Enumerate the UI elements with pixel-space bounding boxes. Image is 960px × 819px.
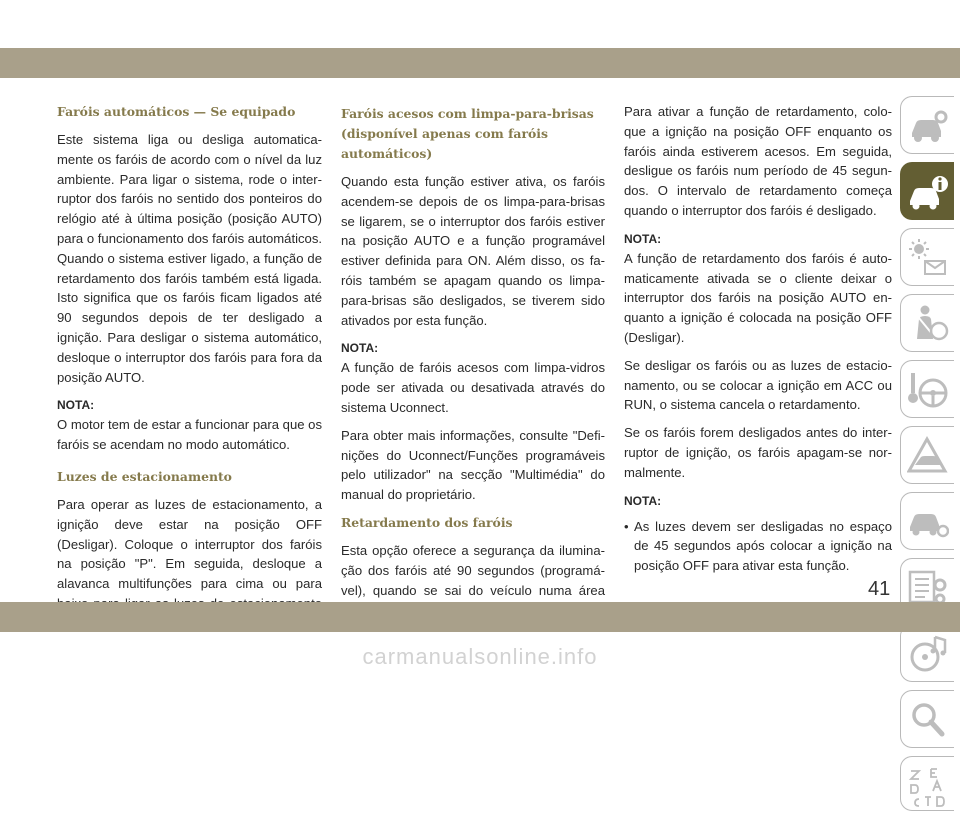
paragraph: Quando esta função estiver ativa, os faróis acendem-se depois de os limpa-para-brisas se ligarem, se o interruptor dos faróis estiver na posição AUTO e a função programável estiver definida para ON. Além disso, os faróis também se apagam quando os limpa-para-brisas são desligados, se tiverem sido ativados por esta função. (341, 174, 605, 328)
heading-headlight-delay: Retardamento dos faróis (341, 514, 513, 530)
watermark: carmanualsonline.info (362, 644, 598, 669)
heading-parking-lights: Luzes de estacionamento (57, 468, 232, 484)
tab-warning-lights[interactable] (900, 228, 954, 286)
column-2 (341, 102, 605, 628)
section-tabs (900, 96, 960, 819)
bullet-item (624, 517, 892, 576)
top-band (0, 48, 960, 78)
tab-car-service[interactable] (900, 492, 954, 550)
search-icon (907, 699, 949, 741)
paragraph: Se desligar os faróis ou as luzes de estacionamento, ou se colocar a ignição em ACC ou RUN, o sistema cancela o retardamento. (624, 357, 892, 413)
paragraph: Para operar as luzes de estacionamento, a ignição deve estar na posição OFF (Desligar). Coloque o interruptor dos faróis na posição "P". Em seguida, desloque a alavanca multifunções para cima ou para (57, 496, 322, 592)
heading-headlights-with-wipers: Faróis acesos com limpa-para-brisas (disponível apenas com faróis automáticos) (341, 106, 594, 161)
car-info-icon (907, 171, 949, 213)
index-icon (907, 765, 949, 807)
tab-airbag-seatbelt[interactable] (900, 294, 954, 352)
car-key-icon (907, 105, 949, 147)
steering-wheel-icon (907, 369, 949, 411)
tab-warning-triangle[interactable] (900, 426, 954, 484)
bottom-band (0, 602, 960, 632)
column-1 (57, 102, 322, 642)
warning-lights-icon (907, 237, 949, 279)
note-label: NOTA: (57, 398, 95, 413)
paragraph: Se os faróis forem desligados antes do interruptor de ignição, os faróis apagam-se normalmente. (624, 425, 892, 480)
note-label: NOTA: (624, 231, 662, 246)
heading-automatic-headlights: Faróis automáticos — Se equipado (57, 104, 296, 119)
note-text: A função de faróis acesos com limpa-vidros pode ser ativada ou desativada através do sistema Uconnect. (341, 360, 605, 415)
car-service-icon (907, 501, 949, 543)
paragraph: Esta opção oferece a segurança da iluminação dos faróis até 90 segundos (programável), quando se sai do veículo numa área (341, 542, 605, 598)
tab-index[interactable] (900, 756, 954, 811)
page-number: 41 (868, 578, 891, 600)
warning-triangle-icon (907, 435, 949, 477)
tab-search[interactable] (900, 690, 954, 748)
airbag-seatbelt-icon (907, 303, 949, 345)
tab-car-info[interactable] (900, 162, 954, 220)
paragraph: Para ativar a função de retardamento, coloque a ignição na posição OFF enquanto os faróis ainda estiverem acesos. Em seguida, desligue os faróis num período de 45 segundos. O intervalo de retardamento começa quando o interruptor dos faróis é desligado. (624, 104, 892, 218)
paragraph: Este sistema liga ou desliga automaticamente os faróis de acordo com o nível da luz ambiente. Para ligar o sistema, rode o interruptor dos faróis no sentido dos ponteiros do relógio até à última posição (posição AUTO) para o funcionamento dos faróis automáticos. Quando o sistema estiver ligado, a função de retardamento dos faróis também está ligada. Isto significa que os faróis ficam ligados até 90 segundos depois de ter desligado a ignição. Para desligar o sistema automático, desloque o interruptor dos faróis para fora da posição AUTO. (57, 132, 322, 385)
column-3 (624, 102, 892, 576)
note-label: NOTA: (624, 493, 662, 508)
note-text: A função de retardamento dos faróis é automaticamente ativada se o cliente deixar o interruptor dos faróis na posição AUTO enquanto a ignição é colocada na posição OFF (Desligar). (624, 250, 892, 345)
paragraph: Para obter mais informações, consulte "Definições do Uconnect/Funções programáveis pelo utilizador" na secção "Multimédia" do manual do proprietário. (341, 427, 605, 503)
tab-steering-wheel[interactable] (900, 360, 954, 418)
note-label: NOTA: (341, 341, 379, 356)
note-text: O motor tem de estar a funcionar para que os faróis se acendam no modo automático. (57, 417, 322, 453)
bullet-mark: • (624, 518, 629, 534)
bullet-text: As luzes devem ser desligadas no espaço de 45 segundos após colocar a ignição na posição OFF para ativar esta função. (634, 518, 892, 574)
tab-car-key[interactable] (900, 96, 954, 154)
